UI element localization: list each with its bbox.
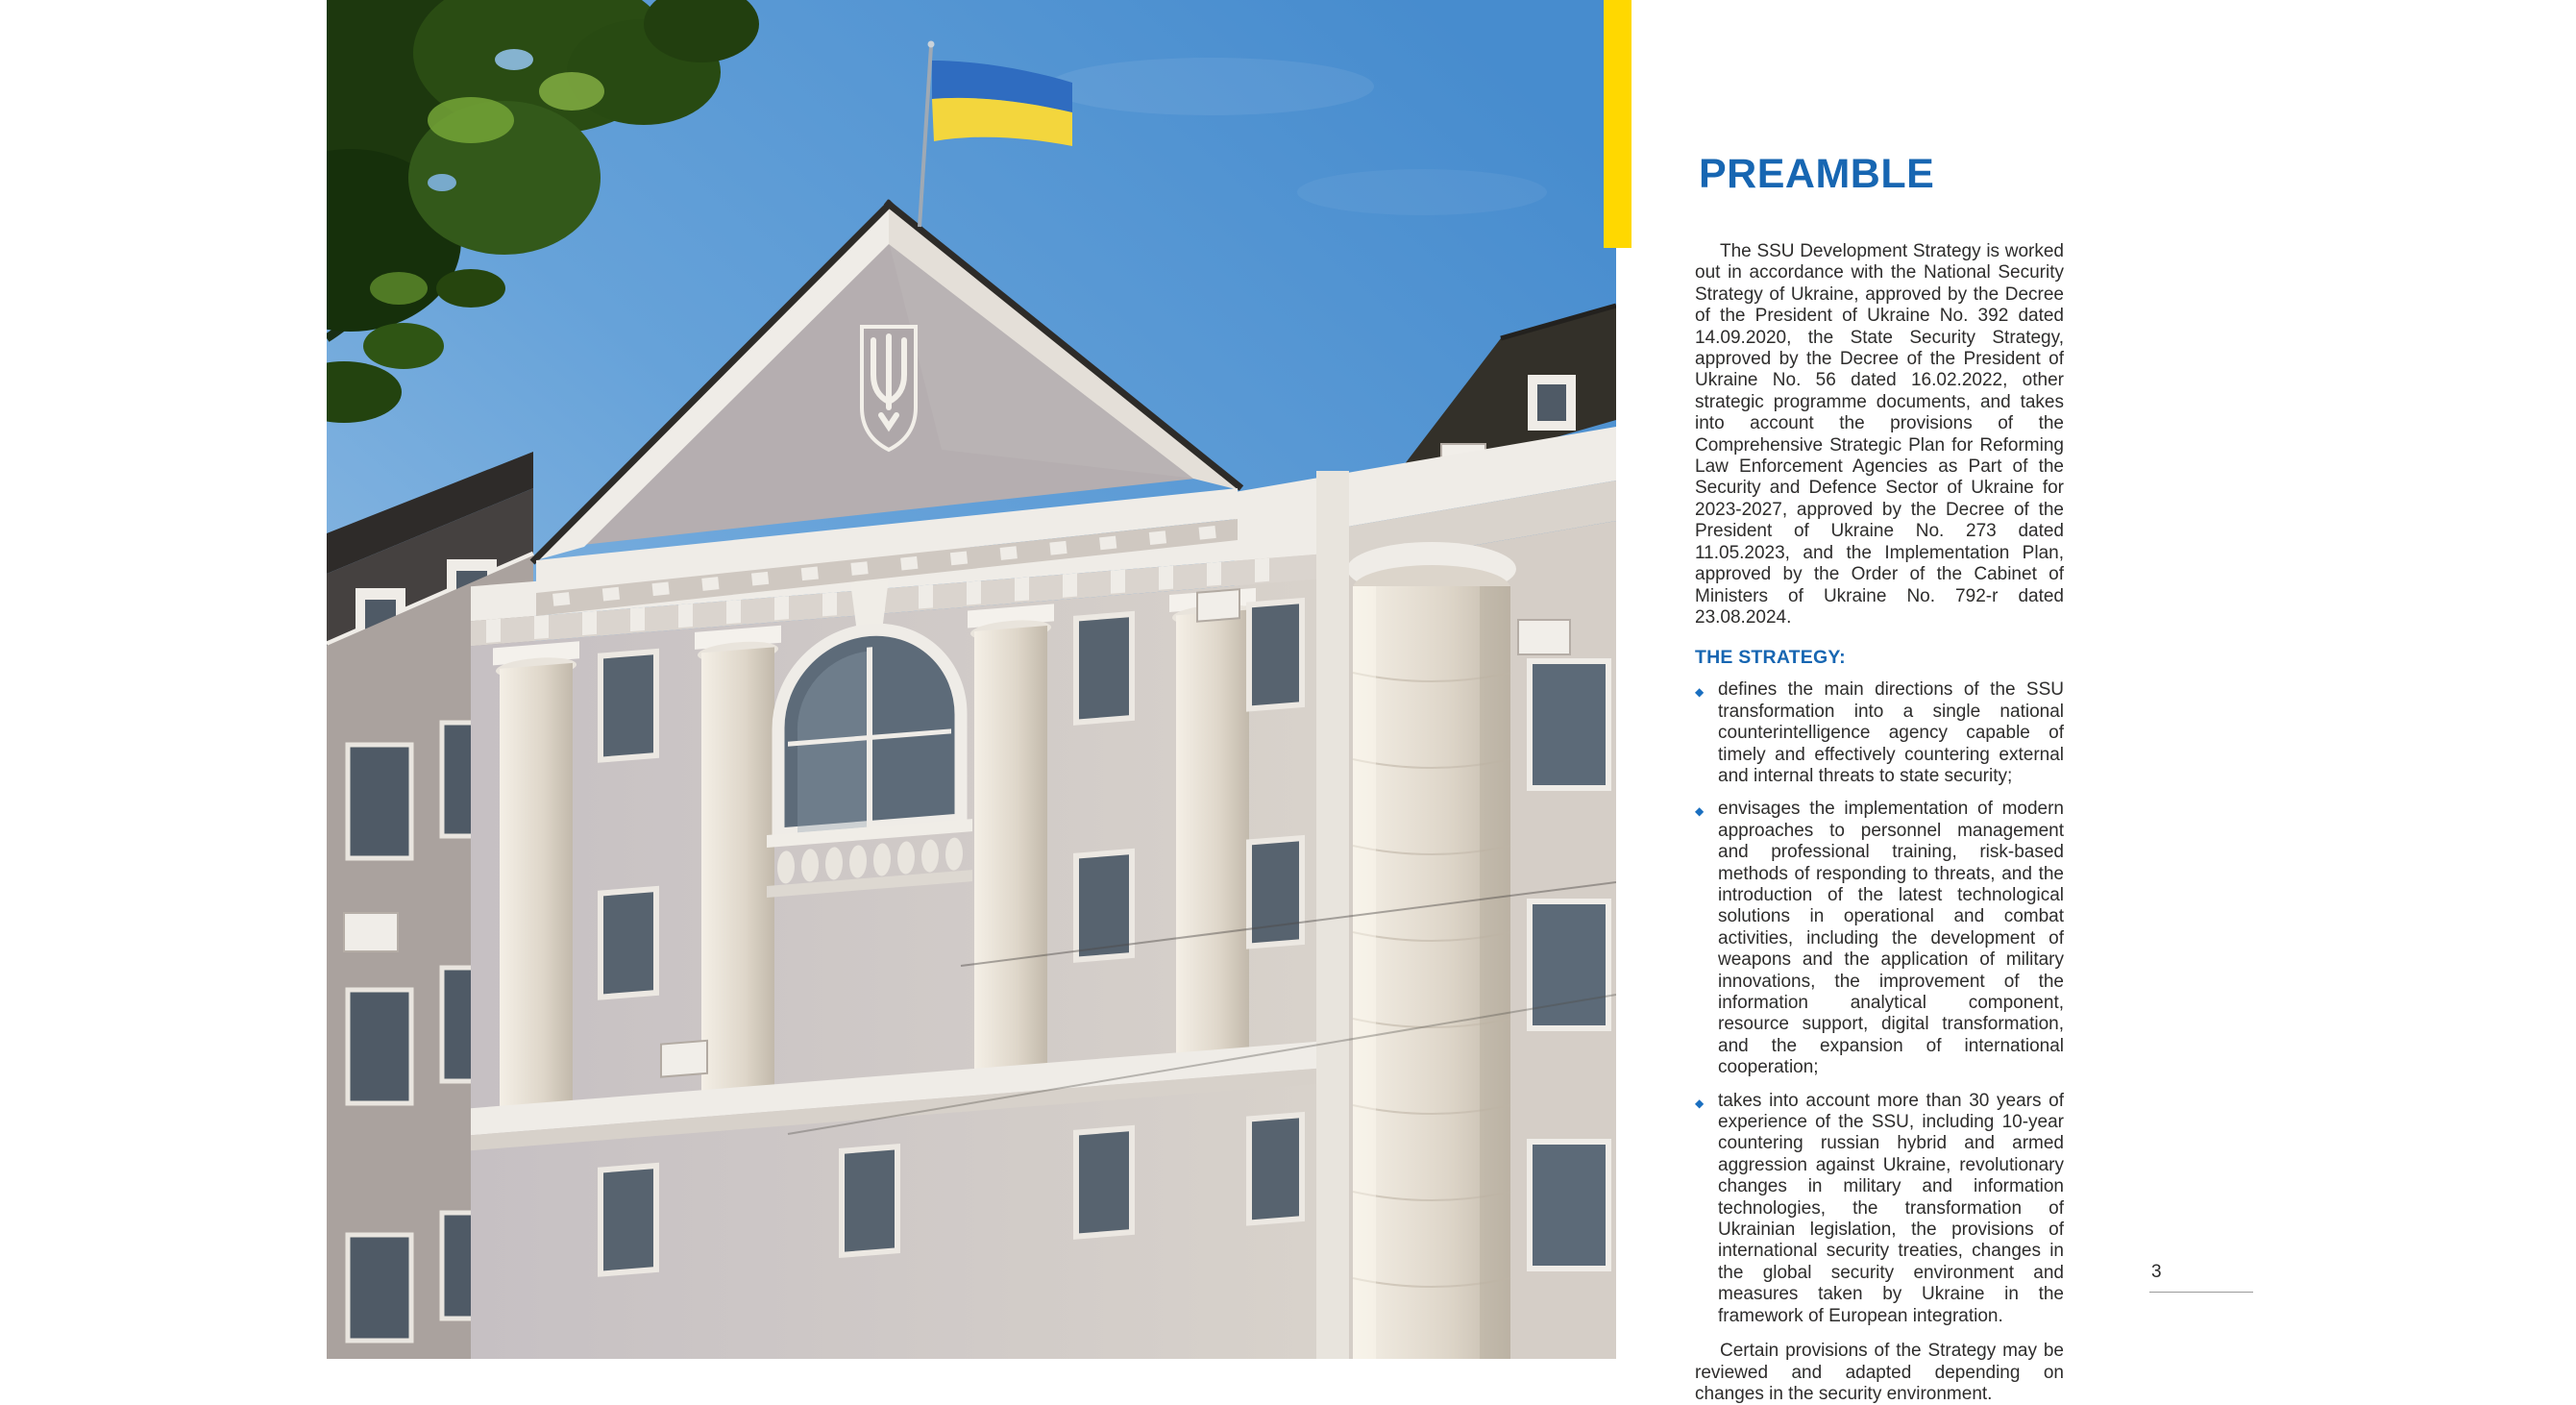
ac-unit <box>344 913 398 951</box>
strategy-heading: THE STRATEGY: <box>1695 647 1846 669</box>
strategy-bullet-list <box>1695 679 2064 1327</box>
ac-unit <box>1197 589 1239 621</box>
page-title: PREAMBLE <box>1699 151 1935 197</box>
corner-turret <box>1347 542 1516 1359</box>
diamond-bullet-icon: ◆ <box>1695 1096 1705 1110</box>
intro-paragraph: The SSU Development Strategy is worked out in accordance with the National Security Strategy of Ukraine, approved by the Decree of the President of Ukraine No. 392 dated 14.09.2020, the State Security Strategy, approved by the Decree of the President of Ukraine No. 56 dated 16.02.2022, other strategic programme documents, and takes into account the provisions of the Comprehensive Strategic Plan for Reforming Law Enforcement Agencies as Part of the Security and Defence Sector of Ukraine for 2023-2027, approved by the Decree of the President of Ukraine No. 273 dated 11.05.2023, and the Implementation Plan, approved by the Order of the Cabinet of Ministers of Ukraine No. 792-r dated 23.08.2024. <box>1695 241 2064 628</box>
bullet-text: envisages the implementation of modern approaches to personnel management and professional training, risk-based methods of responding to threats, and the introduction of the latest technological solutions in operational and combat activities, including the development of weapons and the application of military innovations, the improvement of the information analytical component, resource support, digital transformation, and the expansion of international cooperation; <box>1718 799 2064 1078</box>
strategy-bullet <box>1695 679 2064 787</box>
bullet-text: takes into account more than 30 years of experience of the SSU, including 10-year countering russian hybrid and armed aggression against Ukraine, revolutionary changes in military and information technologies, the transformation of Ukrainian legislation, the provisions of international security treaties, changes in the global security environment and measures taken by Ukraine in the framework of European integration. <box>1718 1090 2064 1326</box>
bullet-text: defines the main directions of the SSU transformation into a single national counterintelligence agency capable of timely and effectively countering external and internal threats to state security; <box>1718 679 2064 786</box>
main-facade <box>471 520 1316 1359</box>
diamond-bullet-icon: ◆ <box>1695 804 1705 819</box>
strategy-bullet <box>1695 1091 2064 1327</box>
page-number: 3 <box>2149 1263 2253 1293</box>
diamond-bullet-icon: ◆ <box>1695 685 1705 700</box>
closing-paragraph: Certain provisions of the Strategy may be reviewed and adapted depending on changes in the security environment. <box>1695 1341 2064 1404</box>
building-photo-illustration <box>327 0 1616 1359</box>
strategy-bullet <box>1695 799 2064 1078</box>
ac-unit <box>1518 620 1570 654</box>
ac-unit <box>661 1041 707 1077</box>
yellow-accent-bar <box>1604 0 1631 248</box>
preamble-section <box>1695 0 2064 1405</box>
ssu-building-photo <box>327 0 1616 1359</box>
trident-emblem <box>862 327 916 450</box>
